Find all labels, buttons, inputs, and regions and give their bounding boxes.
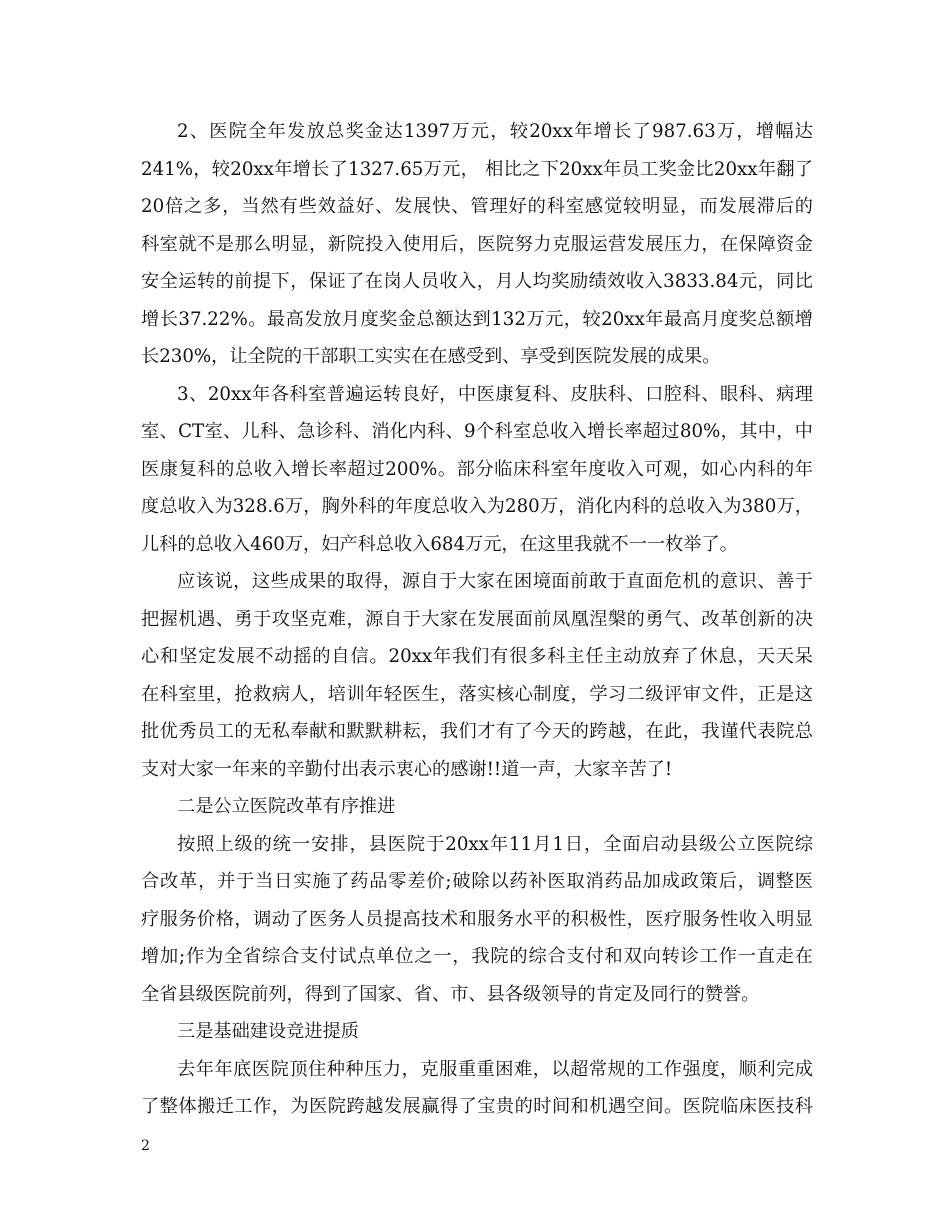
paragraph-line: 心和坚定发展不动摇的自信。20xx年我们有很多科主任主动放弃了休息，天天呆 [141, 646, 813, 667]
page-number: 2 [141, 1138, 150, 1154]
paragraph-line: 2、医院全年发放总奖金达1397万元，较20xx年增长了987.63万，增幅达 [177, 121, 813, 142]
paragraph-line: 长230%，让全院的干部职工实实在在感受到、享受到医院发展的成果。 [141, 346, 721, 367]
paragraph-line: 医康复科的总收入增长率超过200%。部分临床科室年度收入可观，如心内科的年 [141, 458, 813, 480]
paragraph-line: 去年年底医院顶住种种压力，克服重重困难，以超常规的工作强度，顺利完成 [177, 1058, 813, 1080]
paragraph-line: 全省县级医院前列，得到了国家、省、市、县各级领导的肯定及同行的赞誉。 [141, 983, 760, 1005]
paragraph-line: 把握机遇、勇于攻坚克难，源自于大家在发展面前凤凰涅槃的勇气、改革创新的决 [141, 608, 813, 630]
paragraph-line: 室、CT室、儿科、急诊科、消化内科、9个科室总收入增长率超过80%，其中，中 [141, 421, 813, 442]
paragraph-line: 应该说，这些成果的取得，源自于大家在困境面前敢于直面危机的意识、善于 [177, 571, 813, 592]
body-text [141, 113, 813, 1126]
paragraph-line: 241%，较20xx年增长了1327.65万元， 相比之下20xx年员工奖金比20xx年翻了 [141, 158, 813, 180]
paragraph-line: 在科室里，抢救病人，培训年轻医生，落实核心制度，学习二级评审文件，正是这 [141, 683, 813, 705]
paragraph-line: 了整体搬迁工作，为医院跨越发展赢得了宝贵的时间和机遇空间。医院临床医技科 [141, 1096, 813, 1117]
paragraph-line: 疗服务价格，调动了医务人员提高技术和服务水平的积极性，医疗服务性收入明显 [141, 908, 813, 930]
section-heading: 二是公立医院改革有序推进 [177, 796, 396, 817]
paragraph-line: 度总收入为328.6万，胸外科的年度总收入为280万，消化内科的总收入为380万， [141, 496, 813, 517]
paragraph-line: 20倍之多，当然有些效益好、发展快、管理好的科室感觉较明显，而发展滞后的 [141, 196, 813, 217]
paragraph-line: 批优秀员工的无私奉献和默默耕耘，我们才有了今天的跨越，在此，我谨代表院总 [141, 721, 813, 742]
paragraph-line: 合改革，并于当日实施了药品零差价;破除以药补医取消药品加成政策后，调整医 [141, 871, 813, 892]
paragraph-line: 科室就不是那么明显，新院投入使用后，医院努力克服运营发展压力，在保障资金 [141, 233, 813, 255]
paragraph-line: 支对大家一年来的辛勤付出表示衷心的感谢!!道一声，大家辛苦了! [141, 758, 673, 780]
paragraph-line: 按照上级的统一安排，县医院于20xx年11月1日，全面启动县级公立医院综 [177, 833, 813, 855]
paragraph-line: 增长37.22%。最高发放月度奖金总额达到132万元，较20xx年最高月度奖总额增 [141, 308, 813, 330]
paragraph-line: 3、20xx年各科室普遍运转良好，中医康复科、皮肤科、口腔科、眼科、病理 [177, 383, 813, 405]
section-heading: 三是基础建设竞进提质 [177, 1021, 359, 1042]
paragraph-line: 增加;作为全省综合支付试点单位之一，我院的综合支付和双向转诊工作一直走在 [141, 946, 813, 967]
paragraph-line: 安全运转的前提下，保证了在岗人员收入，月人均奖励绩效收入3833.84元，同比 [141, 271, 813, 292]
paragraph-line: 儿科的总收入460万，妇产科总收入684万元，在这里我就不一一枚举了。 [141, 533, 738, 555]
